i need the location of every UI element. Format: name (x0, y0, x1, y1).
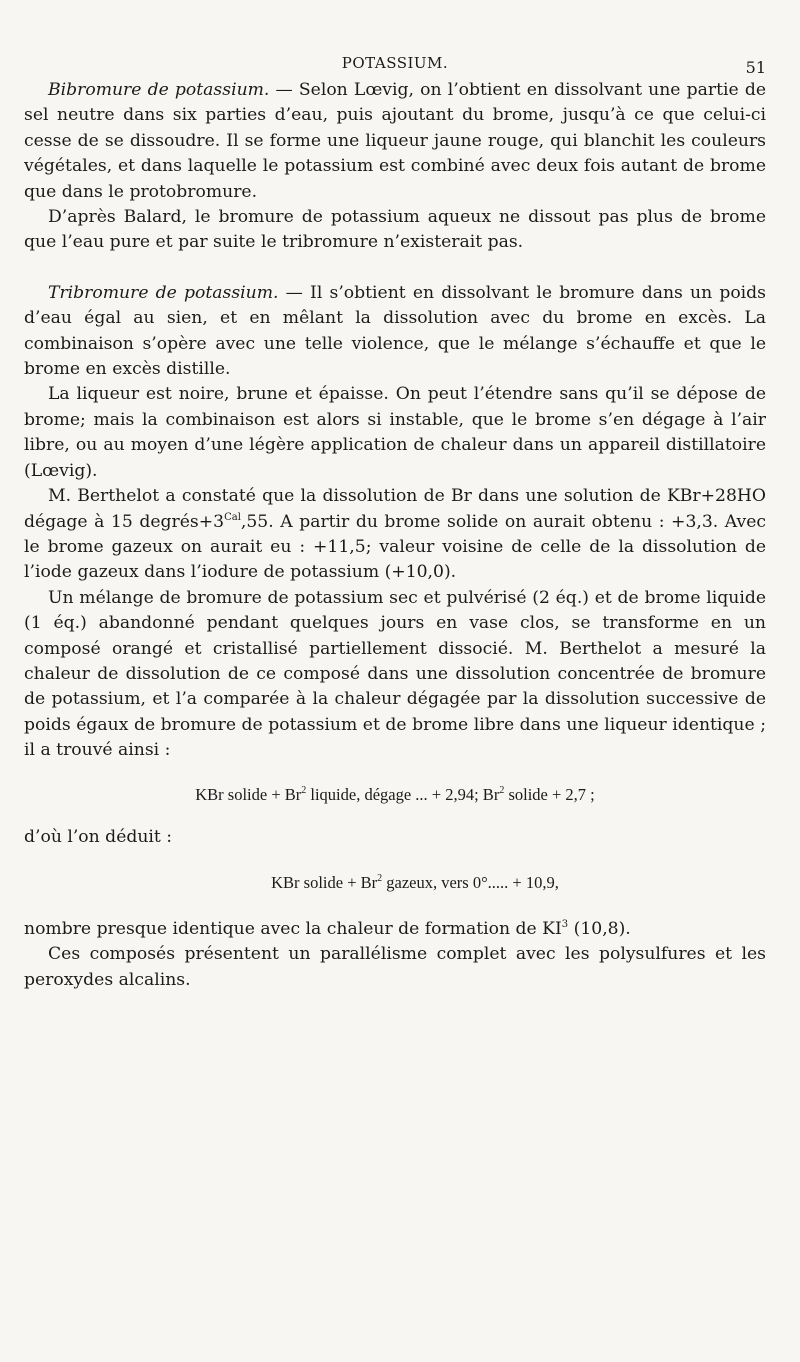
equation-text: gazeux, vers 0°..... + 10,9, (382, 872, 559, 892)
paragraph-text: ,55. A partir du brome solide on aurait obtenu : +3,3. Avec le brome gazeux on aurait eu : +11,5; valeur voisine de celle de la dissolution de l’iode gazeux dans l’iodure de potassium (+10,0). (24, 511, 767, 583)
equation-text: KBr solide + Br (195, 784, 302, 804)
equation-2 (24, 870, 766, 895)
superscript: 2 (499, 784, 505, 796)
paragraph-berthelot (24, 484, 766, 586)
paragraph-melange: Un mélange de bromure de potassium sec et pulvérisé (2 éq.) et de brome liquide (1 éq.) abandonné pendant quelques jours en vase clos, se transforme en un composé orangé et cristallisé partiellement dissocié. M. Berthelot a mesuré la chaleur de dissolution de ce composé dans une dissolution concentrée de bromure de potassium, et l’a comparée à la chaleur dégagée par la dissolution successive de poids égaux de bromure de potassium et de brome libre dans une liqueur identique ; il a trouvé ainsi : (24, 587, 766, 761)
superscript: 2 (301, 784, 307, 796)
section-title-bibromure: Bibromure de potassium. (48, 80, 270, 100)
paragraph-bibromure (24, 78, 766, 205)
book-page (24, 48, 766, 993)
unit-superscript: Cal (224, 511, 241, 523)
paragraph-text: M. Berthelot a constaté que la dissolution de Br dans une solution de KBr+28HO dégage à 15 degrés+3 (24, 486, 766, 532)
section-title-tribromure: Tribromure de potassium. (48, 282, 279, 303)
paragraph-deduit: d’où l’on déduit : (24, 826, 173, 847)
page-number: 51 (745, 58, 766, 77)
superscript: 3 (561, 918, 569, 930)
paragraph-text: — Selon Lœvig, on l’obtient en dissolvant une partie de sel neutre dans six parties d’eau, puis ajoutant du brome, jusqu’à ce que celui-ci cesse de se dissoudre. Il se forme une liqueur jaune rouge, qui blanchit les couleurs végétales, et dans laquelle le potassium est combiné avec deux fois autant de brome que dans le protobromure. (24, 80, 766, 202)
equation-1 (24, 782, 766, 807)
equation-text: liquide, dégage ... + 2,94; Br (306, 784, 500, 804)
page-header (24, 48, 766, 78)
paragraph-nombre (24, 917, 766, 942)
paragraph-tribromure (24, 281, 766, 383)
paragraph-text: — Il s’obtient en dissolvant le bromure dans un poids d’eau égal au sien, et en mêlant la dissolution avec du brome en excès. La combinaison s’opère avec une telle violence, que le mélange s’échauffe et que le brome en excès distille. (24, 282, 766, 380)
running-head: POTASSIUM. (341, 54, 449, 72)
paragraph-text: (10,8). (568, 918, 631, 939)
paragraph-conclusion: Ces composés présentent un parallélisme complet avec les polysulfures et les peroxydes alcalins. (24, 944, 766, 990)
paragraph-liqueur: La liqueur est noire, brune et épaisse. On peut l’étendre sans qu’il se dépose de brome; mais la combinaison est alors si instable, que le brome s’en dégage à l’air libre, ou au moyen d’une légère application de chaleur dans un appareil distillatoire (Lœvig). (24, 384, 766, 481)
equation-text: solide + 2,7 ; (504, 784, 595, 804)
equation-text: KBr solide + Br (271, 872, 378, 892)
paragraph-text: nombre presque identique avec la chaleur de formation de KI (24, 918, 562, 939)
paragraph-balard: D’après Balard, le bromure de potassium aqueux ne dissout pas plus de brome que l’eau pure et par suite le tribromure n’existerait pas. (24, 207, 766, 253)
superscript: 2 (377, 872, 383, 884)
